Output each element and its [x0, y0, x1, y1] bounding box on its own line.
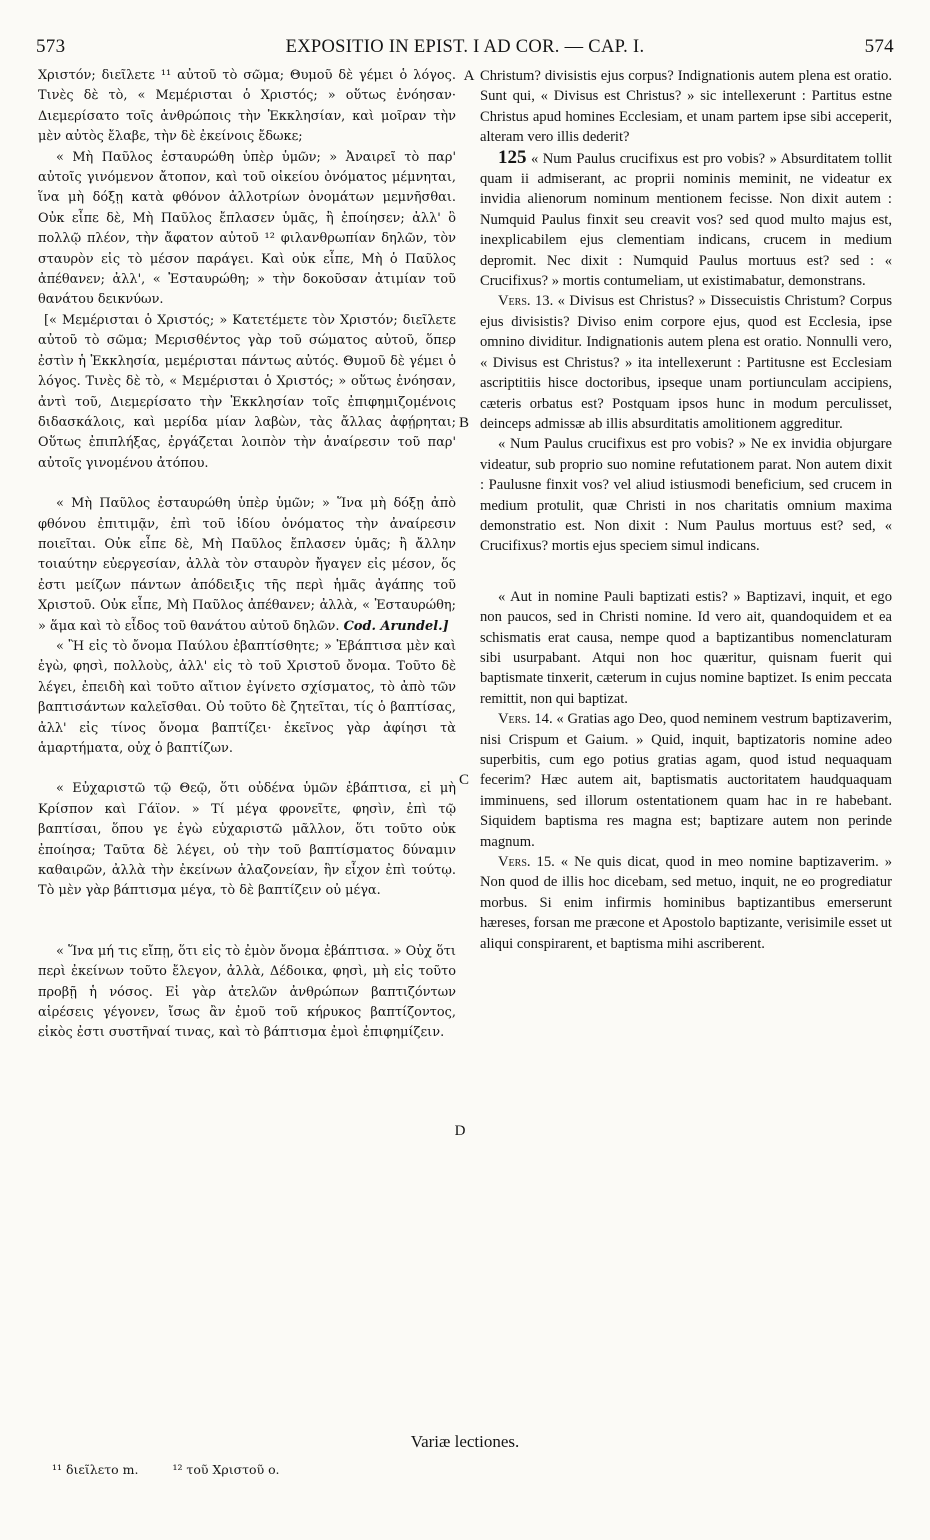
greek-paragraph: Χριστόν; διεῖλετε ¹¹ αὐτοῦ τὸ σῶμα; Θυμοῦ δὲ γέμει ὁ λόγος. Τινὲς δὲ τὸ, « Μεμέρισται ὁ Χριστός; » οὕτως ἐνόησαν· Διεμερίσατο τοῖς ἀνθρώποις τὴν Ἐκκλησίαν, καὶ μοῖραν τὴν μὲν αὐτὸς ἔλαβε, τὴν δὲ ἐκείνοις ἔδωκε; [38, 68, 456, 145]
greek-paragraph: « Ἢ εἰς τὸ ὄνομα Παύλου ἐβαπτίσθητε; » Ἐβάπτισα μὲν καὶ ἐγὼ, φησὶ, πολλοὺς, ἀλλ' εἰς τὸ τοῦ Χριστοῦ ὄνομα. Τοῦτο δὲ λέγει, ἐπειδὴ καὶ τοῦτο αἴτιον ἐγίνετο σχίσματος, τὸ ἀπὸ τῶν βαπτισάντων καλεῖσθαι. Οὐ τοῦτο δὲ ζητεῖται, τίς ὁ βαπτίσας, ἀλλ' εἰς τίνος ὄνομα βαπτίζει· ἐκεῖνος γὰρ ἀφίησι τὰ ἁμαρτήματα, οὐχ ὁ βαπτίζων. [38, 638, 456, 756]
margin-letter-c: C [458, 772, 469, 788]
latin-paragraph: Vers. 14. « Gratias ago Deo, quod neminem vestrum baptizaverim, nisi Crispum et Gaium. » Quid, inquit, baptizatoris nomine adeo superbitis, cum ego potius gratias agam, quod istud nequaquam fecerim? Hæc autem ait, baptismatis auctoritatem haudquaquam imminuens, sed illorum ostentationem quam hac in re habebant. Siquidem baptisma res magna est; baptizare autem non perinde magnum. [480, 711, 892, 850]
greek-paragraph: « Μὴ Παῦλος ἐσταυρώθη ὑπὲρ ὑμῶν; » Ἀναιρεῖ τὸ παρ' αὐτοῖς γινόμενον ἄτοπον, καὶ τοῦ οἰκείου ὀνόματος μέμνηται, ἵνα μὴ δόξῃ κατὰ φθόνον ἀλλοτρίων ὀνομάτων μεμνῆσθαι. Οὐκ εἶπε δὲ, Μὴ Παῦλος ἔπλασεν ὑμᾶς, ἢ ἐποίησεν; ἀλλ' ὃ πολλῷ πλέον, τὴν ἄφατον αὐτοῦ ¹² φιλανθρωπίαν δηλῶν, τὸν σταυρὸν εἰς τὸ μέσον παράγει. Καὶ οὐκ εἶπε, Μὴ ὁ Παῦλος ἀπέθανεν; ἀλλ', « Ἐσταυρώθη; » τὴν δοκοῦσαν ἀτιμίαν τοῦ θανάτου δεικνύων. [38, 149, 456, 308]
running-header [36, 34, 894, 60]
greek-paragraph: « Εὐχαριστῶ τῷ Θεῷ, ὅτι οὐδένα ὑμῶν ἐβάπτισα, εἰ μὴ Κρίσπον καὶ Γάϊον. » Τί μέγα φρονεῖτε, φησὶν, ἐπὶ τῷ βαπτίσαι, ὅπου γε ἐγὼ εὐχαριστῶ μᾶλλον, ὅτι τοῦτο οὐκ ἐποίησα; Ταῦτα δὲ λέγει, οὐ τὴν τοῦ βαπτίσματος δύναμιν καθαιρῶν, ἀλλὰ τὴν ἐκείνων ἀλαζονείαν, ἣν εἶχον ἐπὶ τούτῳ. Τὸ μὲν γὰρ βάπτισμα μέγα, τὸ δὲ βαπτίζειν οὐ μέγα. [38, 781, 456, 899]
verse-label: Vers. 13. [498, 293, 554, 310]
margin-letter-b: B [458, 415, 469, 431]
margin-letter-a: A [463, 68, 475, 84]
latin-paragraph: Christum? divisistis ejus corpus? Indignationis autem plena est oratio. Sunt qui, « Divisus est Christus? » sic intellexerunt : Partitus estne Christus apud homines Ecclesiam, et unam partem ipse sibi acceperit, alteram vero illis dederit? [480, 68, 892, 146]
footnote: ¹¹ διεῖλετο m. [52, 1462, 139, 1477]
codex-reference: Cod. Arundel.] [343, 618, 449, 634]
margin-letter-d: D [454, 1123, 466, 1139]
greek-paragraph: [« Μεμέρισται ὁ Χριστός; » Κατετέμετε τὸν Χριστόν; διεῖλετε αὐτοῦ τὸ σῶμα; Μερισθέντος γὰρ τοῦ σώματος αὐτοῦ, ὅπερ ἐστὶν ἡ Ἐκκλησία, μεμέρισται πάντως αὐτός. Θυμοῦ δὲ γέμει ὁ λόγος. Τινὲς δὲ τὸ, « Μεμέρισται ὁ Χριστός; » οὕτως ἐνόησαν, ἀντὶ τοῦ, Διεμερίσατο τὴν Ἐκκλησίαν τοῖς ἐπιφημιζομένοις διδασκάλοις, καὶ μερίδα μίαν λαβὼν, τὰς ἄλλας ἀφῄρηται; Οὕτως ἐπιπλήξας, ἐργάζεται λοιπὸν τὴν ἀναίρεσιν τοῦ παρ' αὐτοῖς γινομένου ἀτόπου. [38, 312, 456, 471]
verse-label: Vers. 14. [498, 711, 553, 728]
greek-paragraph: « Μὴ Παῦλος ἐσταυρώθη ὑπὲρ ὑμῶν; » Ἵνα μὴ δόξῃ ἀπὸ φθόνου ἐπιτιμᾷν, ἐπὶ τοῦ ἰδίου ὀνόματος τὴν ἀναίρεσιν ποιεῖται. Οὐκ εἶπε δὲ, Μὴ Παῦλος ἔπλασεν ὑμᾶς; ἢ ἄλλην τοιαύτην εὐεργεσίαν, ἀλλὰ τὸν σταυρὸν ἤγαγεν εἰς μέσον, ὅς ἐστι μείζων πάντων ἀπόδειξις τῆς περὶ ἡμᾶς ἀγάπης τοῦ Χριστοῦ. Οὐκ εἶπε, Μὴ Παῦλος ἀπέθανεν; ἀλλὰ, « Ἐσταυρώθη; » ἅμα καὶ τὸ εἶδος τοῦ θανάτου αὐτοῦ δηλῶν. Cod. Arundel.] [38, 496, 456, 634]
variae-lectiones-heading: Variæ lectiones. [410, 1432, 520, 1451]
latin-column [480, 66, 892, 954]
verse-label: Vers. 15. [498, 854, 555, 871]
greek-column [38, 66, 456, 1044]
greek-paragraph: « Ἵνα μή τις εἴπῃ, ὅτι εἰς τὸ ἐμὸν ὄνομα ἐβάπτισα. » Οὐχ ὅτι περὶ ἐκείνων τοῦτο ἔλεγον, ἀλλὰ, Δέδοικα, φησὶ, μὴ εἰς τοῦτο προβῇ ἡ νόσος. Εἰ γὰρ ἀτελῶν ἀνθρώπων βαπτιζόντων αἱρέσεις γέγονεν, ἴσως ἂν ἐμοῦ τοῦ κήρυκος βαπτίζοντος, εἰκὸς ἐστι συστῆναί τινας, καὶ τὸ βάπτισμα ἐμοὶ ἐπιφημίζειν. [38, 943, 456, 1041]
latin-paragraph: Vers. 13. « Divisus est Christus? » Dissecuistis Christum? Corpus ejus divisistis? Diviso enim corpore ejus, quod est Ecclesia, ipse omnino dividitur. Indignationis autem plena est oratio. Nonnulli vero, « Divisus est Christus? » ita intellexerunt : Partitusne est Ecclesiam ascriptitiis hisce doctoribus, ipseque unam portiunculam accipiens, cæteris orbatus est? Postquam ipsos hunc in modum perculisset, deinceps admissæ ab illis absurditatis amolitionem aggreditur. [480, 293, 892, 432]
latin-paragraph: Vers. 15. « Ne quis dicat, quod in meo nomine baptizaverim. » Non quod de illis hoc dicebam, sed metuo, inquit, ne eo progrediatur morbus. Si enim infirmis hominibus baptizantibus emerserunt hæreses, forsan me præcone et Apostolo baptizante, verisimile esset ut aliqui conspirarent, et baptisma mihi ascriberent. [480, 854, 893, 952]
page-number-left: 573 [36, 36, 66, 57]
running-title: EXPOSITIO IN EPIST. I AD COR. — CAP. I. [285, 36, 645, 57]
latin-paragraph: 125 « Num Paulus crucifixus est pro vobis? » Absurditatem tollit quam ii admiserant, ac proprii nominis meminit, ne videatur ex invidia alienorum nominum mentionem fecisse. Non dixit autem : Numquid Paulus finxit seu creavit vos? sed quod multo majus est, inexplicabilem ejus clementiam indicans, crucem in medium depromit. Nec dixit : Numquid Paulus mortuus est? sed : « Crucifixus? » mortis contumeliam, ut existimabatur, demonstrans. [480, 146, 892, 290]
section-number: 125 [498, 146, 527, 168]
page-number-right: 574 [864, 36, 894, 57]
footnotes [52, 1462, 652, 1477]
latin-paragraph: « Num Paulus crucifixus est pro vobis? » Ne ex invidia objurgare videatur, sub proprio suo nomine refutationem parat. Non autem dixit : Paulusne finxit vos? vel aliud istiusmodi beneficium, sed crucem in medium protulit, quæ Christi in nos charitatis omnium maxima demonstratio est. Non dixit : Num Paulus mortuus est? sed, « Crucifixus? mortis ejus speciem simul indicans. [480, 436, 892, 555]
latin-paragraph: « Aut in nomine Pauli baptizati estis? » Baptizavi, inquit, et ego non paucos, sed in Christi nomine. Id vero ait, quandoquidem et ea schismatis erat causa, nempe quod a baptizantibus nomenclaturam sibi usurpabant. Atqui non hoc quæritur, quisnam fuerit qui baptismate tinxerit, cæterum in cujus nomine baptizet. Is enim peccata remittit, non qui baptizat. [480, 588, 892, 707]
footnote: ¹² τοῦ Χριστοῦ o. [172, 1462, 280, 1477]
